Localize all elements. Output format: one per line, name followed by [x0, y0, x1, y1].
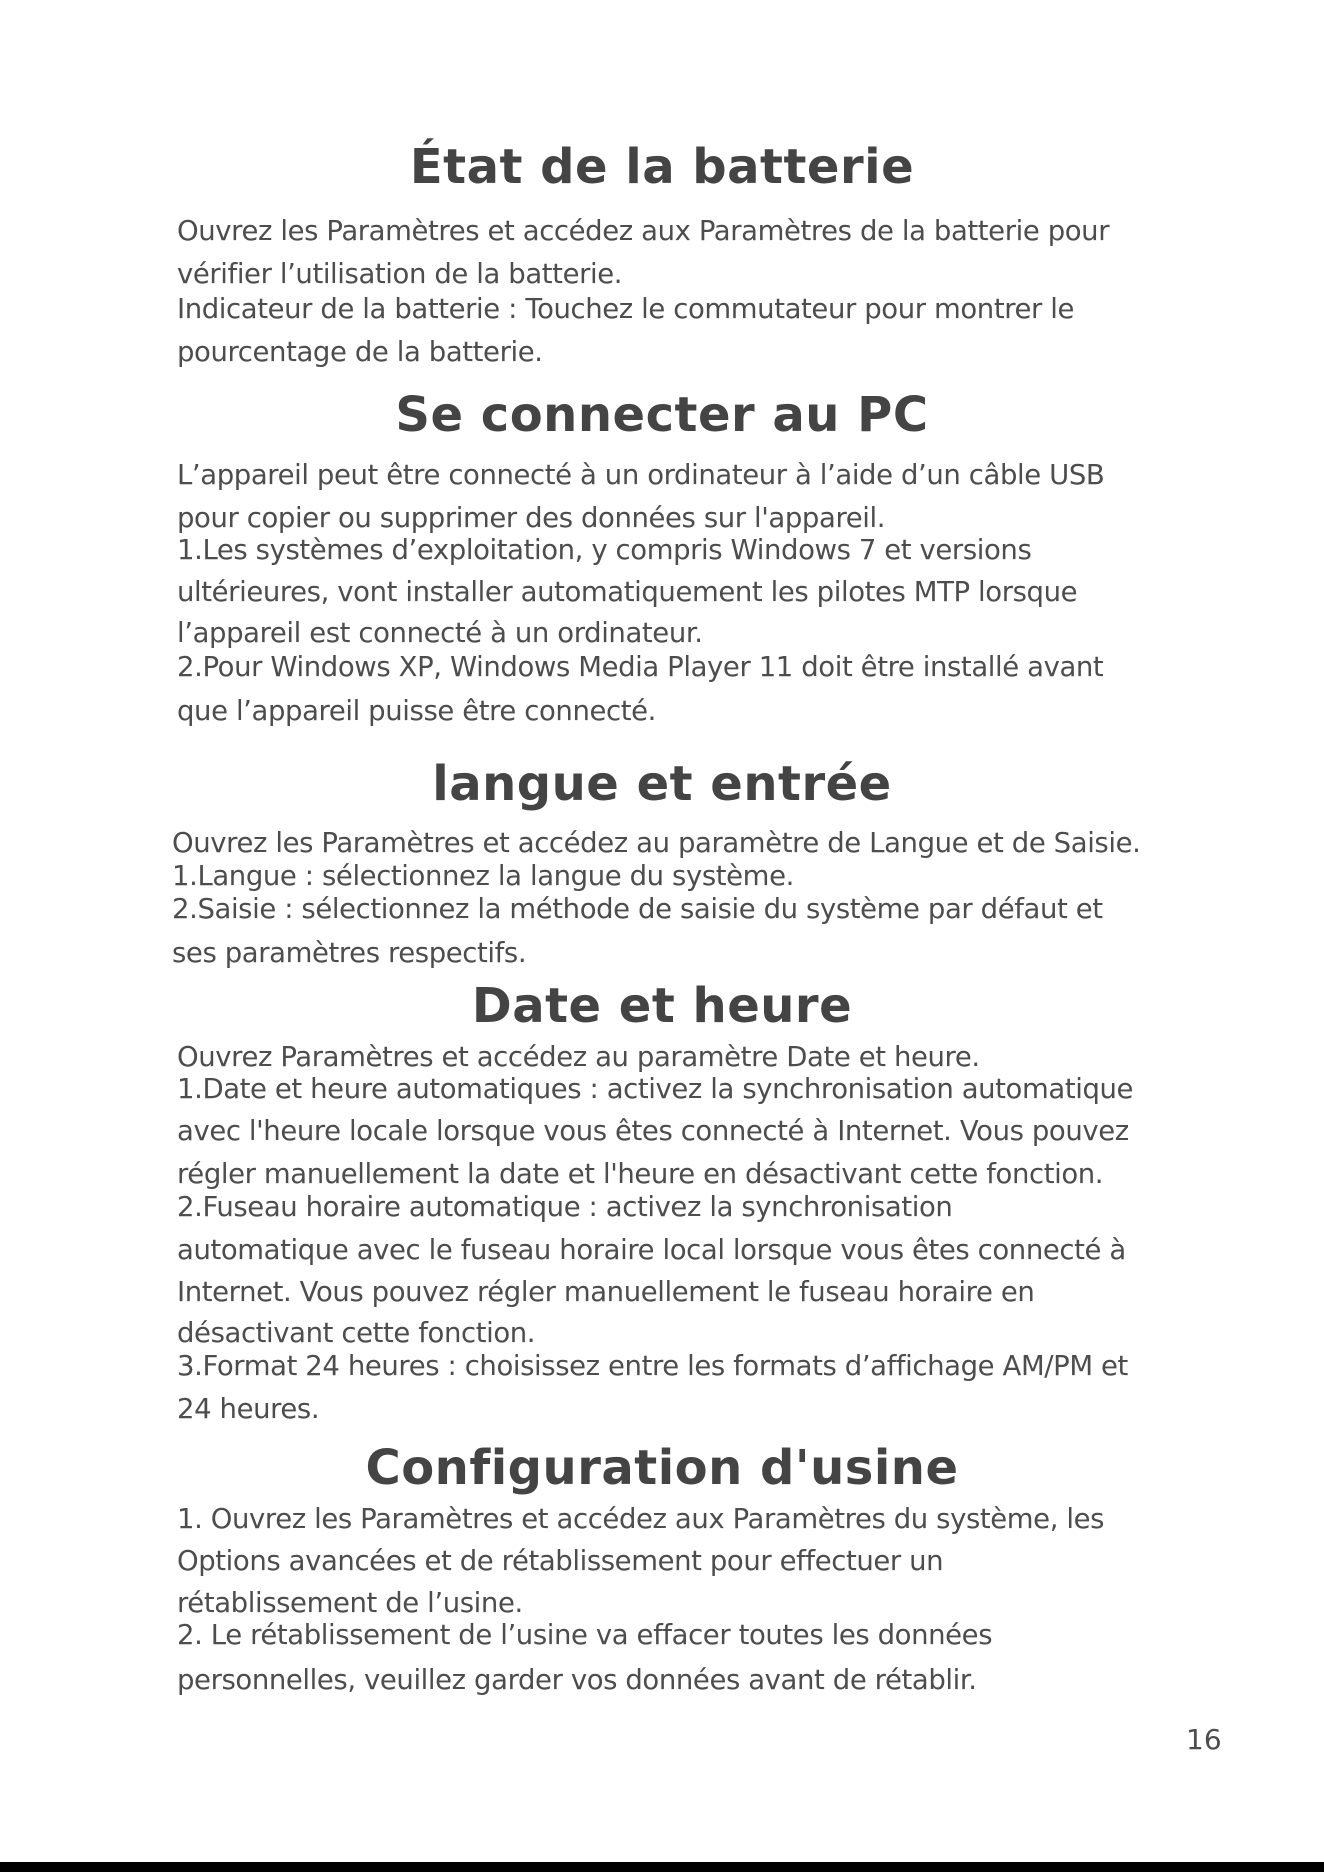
battery-line-2: vérifier l’utilisation de la batterie. [177, 258, 623, 290]
connect-pc-line-3: 1.Les systèmes d’exploitation, y compris Windows 7 et versions [177, 534, 1032, 566]
date-time-line-1: Ouvrez Paramètres et accédez au paramètre Date et heure. [177, 1041, 980, 1073]
date-time-line-3: avec l'heure locale lorsque vous êtes connecté à Internet. Vous pouvez [177, 1115, 1129, 1147]
factory-reset-line-3: rétablissement de l’usine. [177, 1587, 523, 1619]
date-time-line-10: 24 heures. [177, 1393, 320, 1425]
date-time-line-5: 2.Fuseau horaire automatique : activez la synchronisation [177, 1191, 953, 1223]
connect-pc-line-7: que l’appareil puisse être connecté. [177, 695, 656, 727]
date-time-line-7: Internet. Vous pouvez régler manuellement le fuseau horaire en [177, 1276, 1035, 1308]
connect-pc-line-6: 2.Pour Windows XP, Windows Media Player 11 doit être installé avant [177, 651, 1104, 683]
connect-pc-line-2: pour copier ou supprimer des données sur l'appareil. [177, 502, 886, 534]
battery-line-3: Indicateur de la batterie : Touchez le commutateur pour montrer le [177, 293, 1075, 325]
page-number: 16 [1186, 1723, 1222, 1756]
date-time-line-9: 3.Format 24 heures : choisissez entre les formats d’affichage AM/PM et [177, 1350, 1128, 1382]
connect-pc-line-1: L’appareil peut être connecté à un ordinateur à l’aide d’un câble USB [177, 459, 1105, 491]
language-line-3: 2.Saisie : sélectionnez la méthode de saisie du système par défaut et [172, 893, 1103, 925]
battery-line-1: Ouvrez les Paramètres et accédez aux Paramètres de la batterie pour [177, 215, 1110, 247]
battery-line-4: pourcentage de la batterie. [177, 336, 543, 368]
factory-reset-line-1: 1. Ouvrez les Paramètres et accédez aux Paramètres du système, les [177, 1503, 1105, 1535]
bottom-edge-bar [0, 1862, 1324, 1872]
date-time-line-2: 1.Date et heure automatiques : activez la synchronisation automatique [177, 1073, 1134, 1105]
language-line-1: Ouvrez les Paramètres et accédez au paramètre de Langue et de Saisie. [172, 827, 1141, 859]
date-time-line-8: désactivant cette fonction. [177, 1317, 536, 1349]
connect-pc-line-5: l’appareil est connecté à un ordinateur. [177, 617, 703, 649]
section-title-date-time: Date et heure [471, 978, 853, 1034]
language-line-4: ses paramètres respectifs. [172, 937, 527, 969]
section-title-battery: État de la batterie [409, 139, 915, 195]
section-title-connect-pc: Se connecter au PC [395, 387, 929, 443]
connect-pc-line-4: ultérieures, vont installer automatiquement les pilotes MTP lorsque [177, 576, 1078, 608]
section-title-language: langue et entrée [432, 756, 892, 812]
date-time-line-4: régler manuellement la date et l'heure en désactivant cette fonction. [177, 1158, 1104, 1190]
section-title-factory-reset: Configuration d'usine [365, 1440, 959, 1496]
date-time-line-6: automatique avec le fuseau horaire local lorsque vous êtes connecté à [177, 1234, 1126, 1266]
factory-reset-line-4: 2. Le rétablissement de l’usine va effacer toutes les données [177, 1619, 993, 1651]
language-line-2: 1.Langue : sélectionnez la langue du système. [172, 860, 794, 892]
factory-reset-line-5: personnelles, veuillez garder vos données avant de rétablir. [177, 1664, 977, 1696]
factory-reset-line-2: Options avancées et de rétablissement pour effectuer un [177, 1545, 944, 1577]
